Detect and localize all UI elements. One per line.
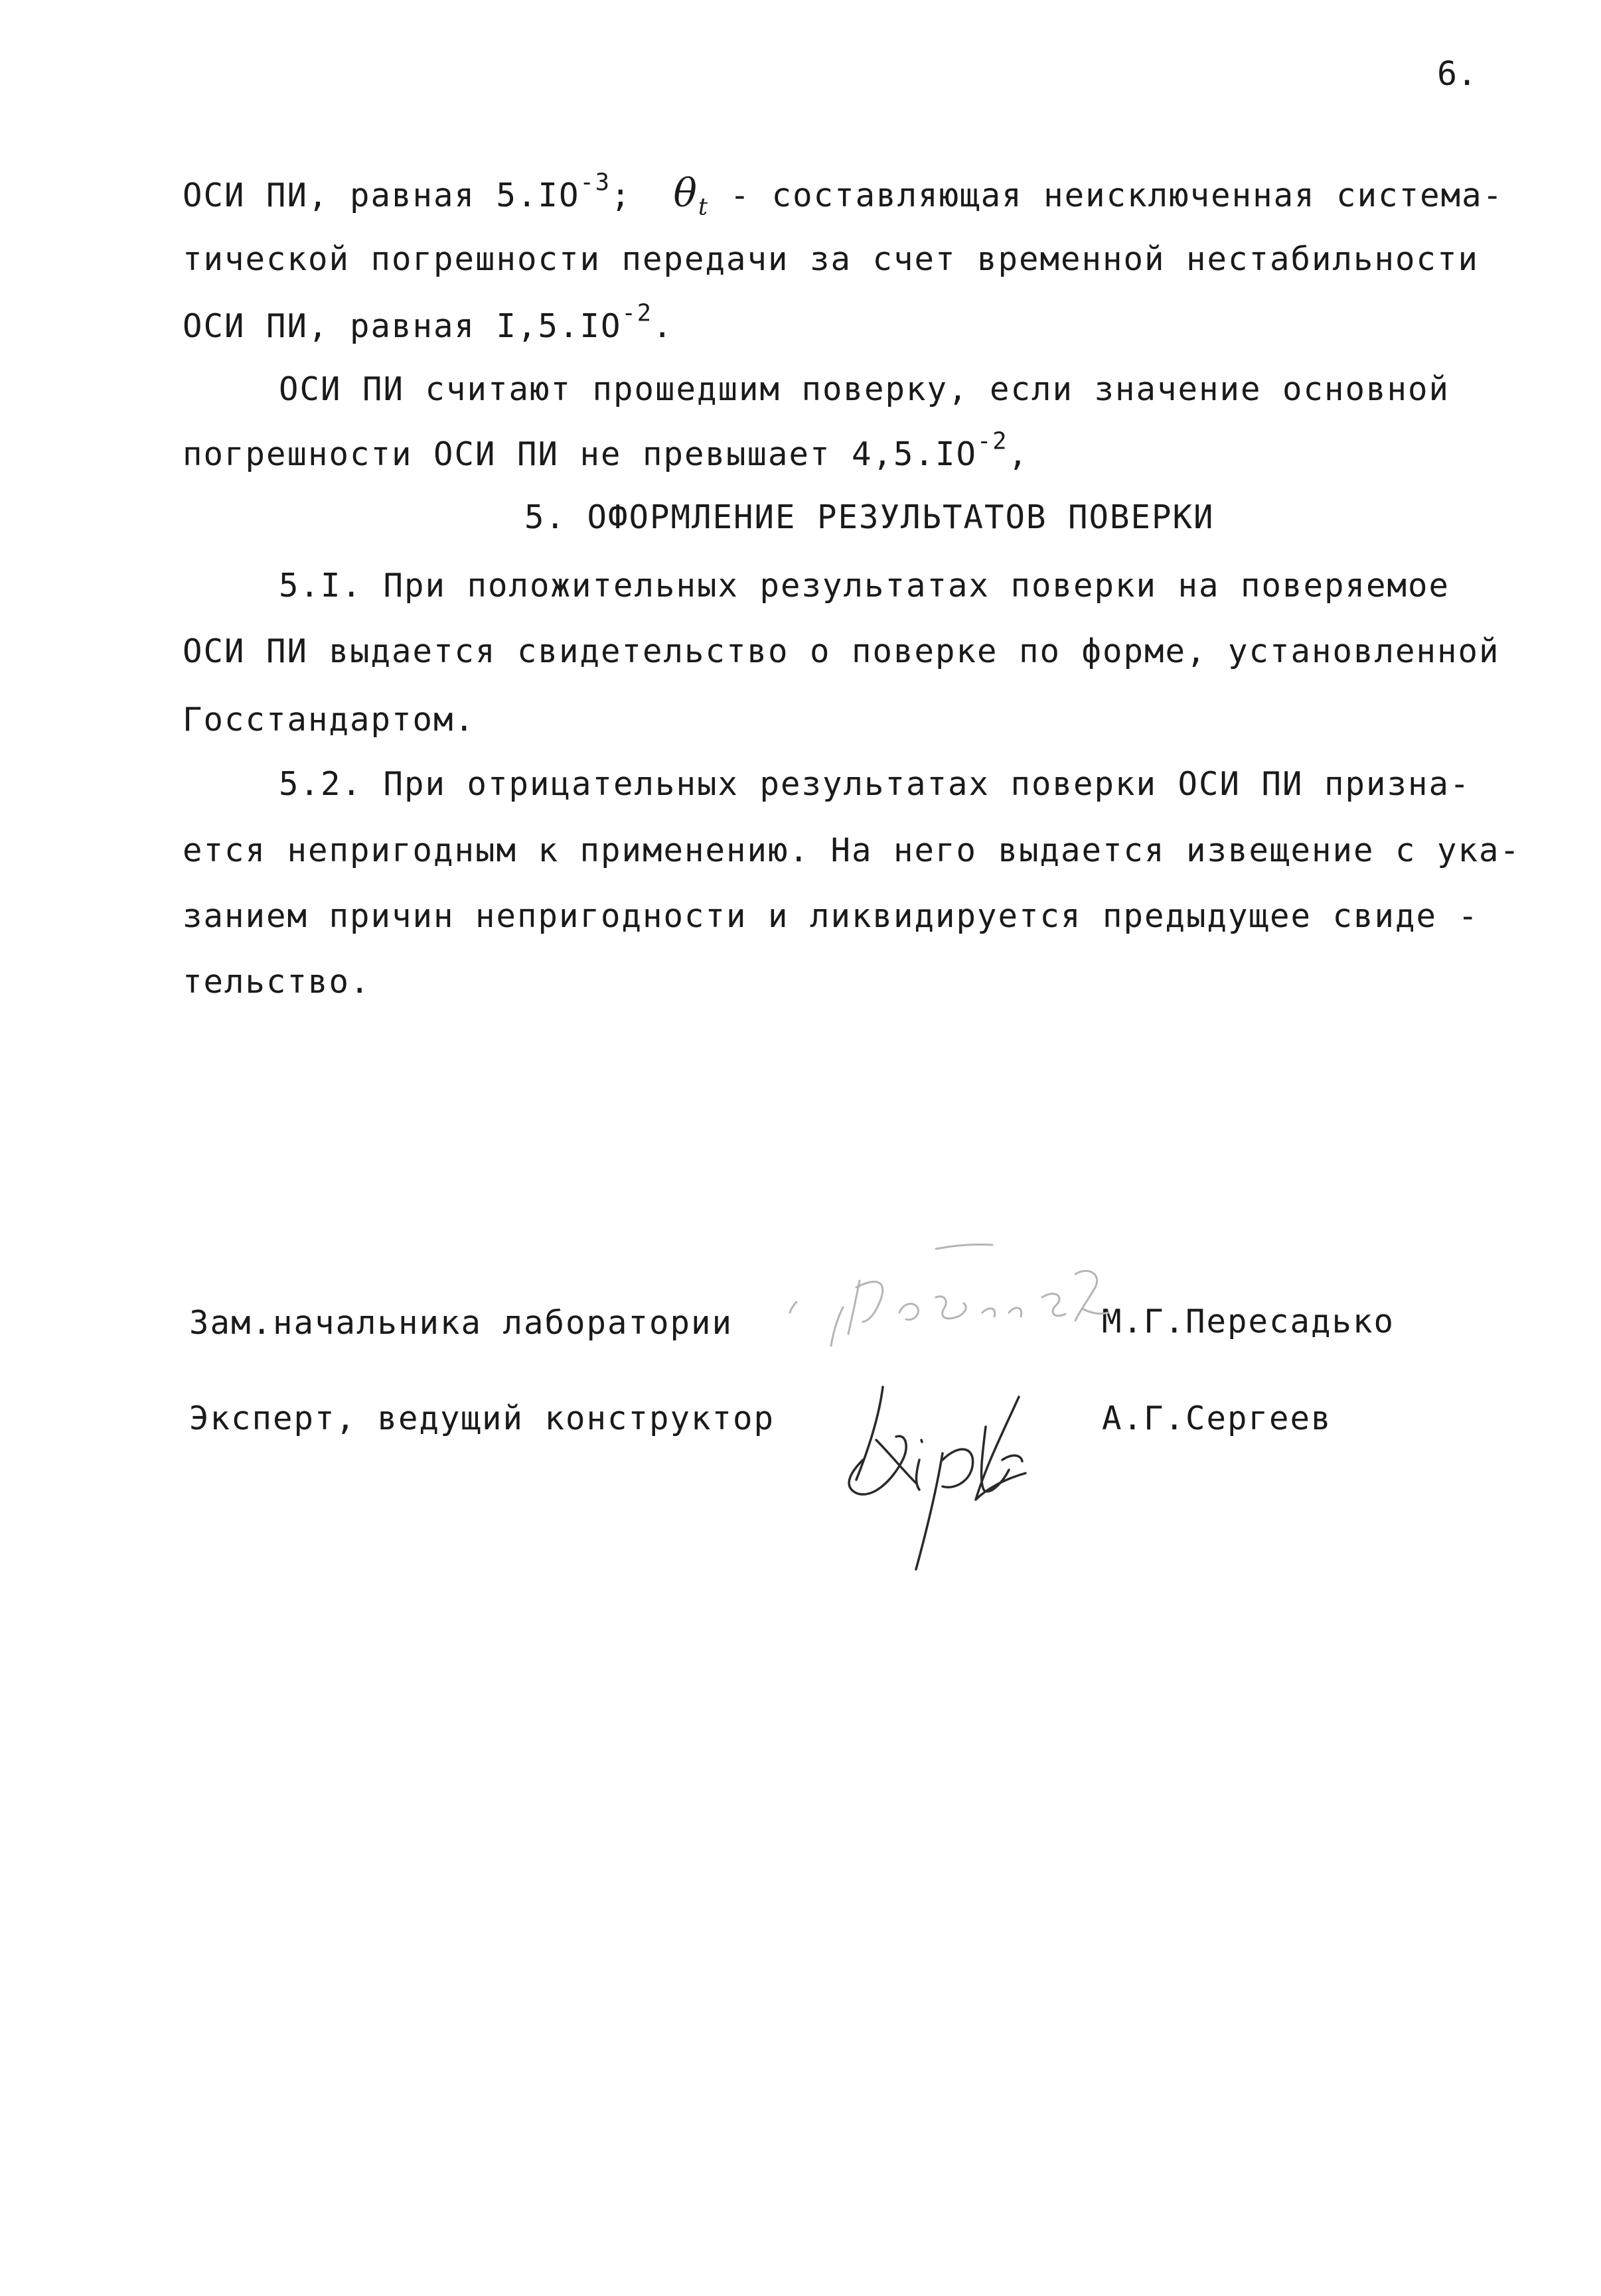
signature-1-handwritten bbox=[770, 1234, 1115, 1360]
paragraph-2-line-2: погрешности ОСИ ПИ не превышает $4,5.IO^{-2}$, bbox=[183, 427, 1029, 473]
section-heading: 5. ОФОРМЛЕНИЕ РЕЗУЛЬТАТОВ ПОВЕРКИ bbox=[524, 498, 1215, 536]
signatory-2-name: А.Г.Сергеев bbox=[1102, 1399, 1332, 1437]
paragraph-1-line-1: ОСИ ПИ, равная $5.IO^{-3}$; $\theta_t$ - составляющая неисключенная система- bbox=[183, 169, 1504, 221]
paragraph-2-line-1: ОСИ ПИ считают прошедшим поверку, если значение основной bbox=[279, 370, 1450, 408]
item-5-2-line-3: занием причин непригодности и ликвидируется предыдущее свиде - bbox=[183, 897, 1480, 935]
item-5-1-line-2: ОСИ ПИ выдается свидетельство о поверке по форме, установленной bbox=[183, 632, 1500, 670]
exponent: -2 bbox=[977, 427, 1008, 455]
signatory-2-title: Эксперт, ведущий конструктор bbox=[189, 1399, 775, 1437]
item-5-2-line-4: тельство. bbox=[183, 963, 371, 1001]
exponent: -3 bbox=[579, 169, 611, 196]
page-number: 6. bbox=[1437, 54, 1478, 93]
signature-2-handwritten bbox=[843, 1360, 1095, 1579]
theta-symbol: $\theta_t$ bbox=[673, 170, 710, 221]
item-5-2-line-1: 5.2. При отрицательных результатах поверки ОСИ ПИ призна- bbox=[279, 765, 1471, 803]
item-5-2-line-2: ется непригодным к применению. На него выдается извещение с ука- bbox=[183, 831, 1521, 869]
signatory-1-name: М.Г.Пересадько bbox=[1102, 1303, 1395, 1340]
exponent: -2 bbox=[621, 299, 652, 327]
paragraph-1-line-3: ОСИ ПИ, равная $I,5.IO^{-2}$. bbox=[183, 299, 674, 345]
paragraph-1-line-2: тической погрешности передачи за счет временной нестабильности bbox=[183, 240, 1480, 278]
signatory-1-title: Зам.начальника лаборатории bbox=[189, 1304, 733, 1342]
item-5-1-line-3: Госстандартом. bbox=[183, 701, 476, 739]
item-5-1-line-1: 5.I. При положительных результатах поверки на поверяемое bbox=[279, 567, 1450, 605]
